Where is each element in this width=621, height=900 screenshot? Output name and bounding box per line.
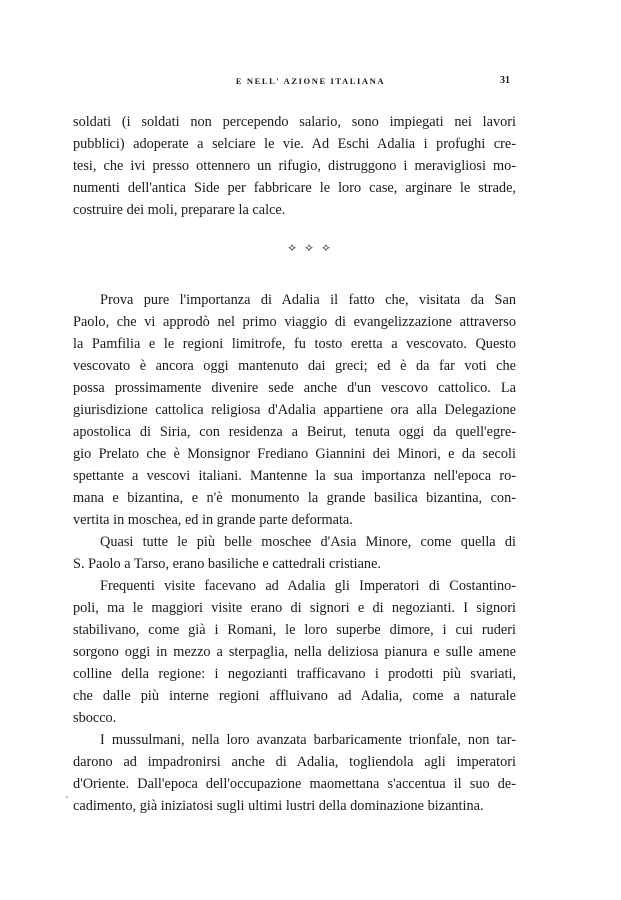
text-line: Prova pure l'importanza di Adalia il fatto che, visitata da San (100, 292, 516, 308)
text-line: cadimento, già iniziatosi sugli ultimi lustri della dominazione bizantina. (73, 798, 484, 814)
text-line: Frequenti visite facevano ad Adalia gli Imperatori di Costantino- (100, 578, 516, 594)
paragraph (73, 729, 516, 817)
text-block-top (73, 111, 516, 221)
paragraph (73, 111, 516, 221)
running-title: E NELL' AZIONE ITALIANA (235, 76, 386, 86)
page-number: 31 (500, 75, 510, 86)
text-line: tesi, che ivi presso ottennero un rifugio, distruggono i meravigliosi mo- (73, 158, 516, 174)
paper-speck (66, 796, 68, 798)
text-line: pubblici) adoperate a selciare le vie. Ad Eschi Adalia i profughi cre- (73, 136, 516, 152)
text-line: sbocco. (73, 710, 117, 726)
text-line: colline della regione: i negozianti trafficavano i prodotti più svariati, (73, 666, 516, 682)
text-line: stabilivano, come già i Romani, le loro superbe dimore, i cui ruderi (73, 622, 516, 638)
paragraph (73, 575, 516, 729)
text-line: S. Paolo a Tarso, erano basiliche e cattedrali cristiane. (73, 556, 381, 572)
text-line: poli, ma le maggiori visite erano di signori e di negozianti. I signori (73, 600, 516, 616)
text-line: mana e bizantina, e n'è monumento la grande basilica bizantina, con- (73, 490, 516, 506)
section-ornament: ⟡ ⟡ ⟡ (288, 240, 333, 254)
text-line: vertita in moschea, ed in grande parte deformata. (73, 512, 353, 528)
text-line: Quasi tutte le più belle moschee d'Asia Minore, come quella di (100, 534, 516, 550)
text-line: darono ad impadronirsi anche di Adalia, togliendola agli imperatori (73, 754, 516, 770)
text-line: sorgono oggi in mezzo a sterpaglia, nella deliziosa pianura e sulle amene (73, 644, 516, 660)
text-line: vescovato è ancora oggi mantenuto dai greci; ed è da far voti che (73, 358, 516, 374)
text-line: che dalle più interne regioni affluivano ad Adalia, come a naturale (73, 688, 516, 704)
text-line: la Pamfilia e le regioni limitrofe, fu tosto eretta a vescovato. Questo (73, 336, 516, 352)
text-line: spettante a vescovi italiani. Mantenne la sua importanza nell'epoca ro- (73, 468, 516, 484)
paragraph (73, 531, 516, 575)
text-line: giurisdizione cattolica religiosa d'Adalia appartiene ora alla Delegazione (73, 402, 516, 418)
text-line: Paolo, che vi approdò nel primo viaggio di evangelizzazione attraverso (73, 314, 516, 330)
text-line: I mussulmani, nella loro avanzata barbaricamente trionfale, non tar- (100, 732, 516, 748)
text-line: soldati (i soldati non percependo salario, sono impiegati nei lavori (73, 114, 516, 130)
text-line: possa prossimamente divenire sede anche d'un vescovo cattolico. La (73, 380, 516, 396)
text-block-main (73, 289, 516, 817)
paragraph (73, 289, 516, 531)
text-line: costruire dei moli, preparare la calce. (73, 202, 286, 218)
text-line: apostolica di Siria, con residenza a Beirut, tenuta oggi da quell'egre- (73, 424, 516, 440)
text-line: gio Prelato che è Monsignor Frediano Giannini dei Minori, e da secoli (73, 446, 516, 462)
text-line: numenti dell'antica Side per fabbricare le loro case, arginare le strade, (73, 180, 516, 196)
text-line: d'Oriente. Dall'epoca dell'occupazione maomettana s'accentua il suo de- (73, 776, 516, 792)
